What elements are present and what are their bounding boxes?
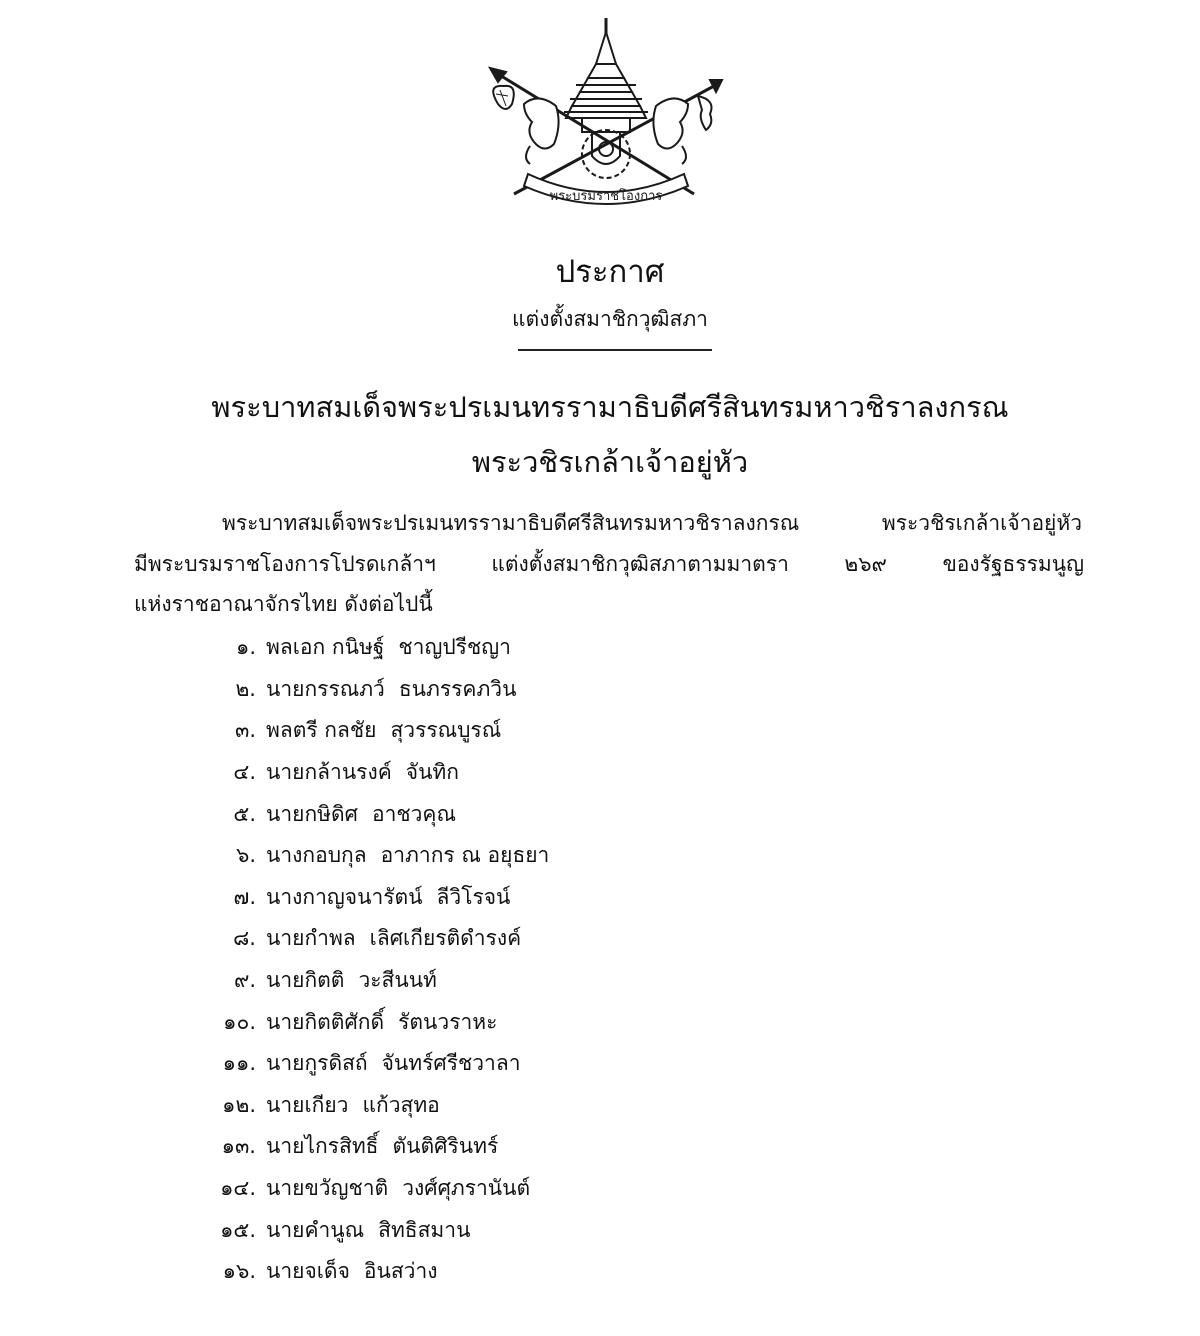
list-item	[200, 1168, 549, 1210]
king-title-line-2: พระวชิรเกล้าเจ้าอยู่หัว	[471, 445, 749, 479]
member-last-name: อาภากร ณ อยุธยา	[380, 843, 550, 868]
document-type-heading: ประกาศ	[555, 254, 665, 290]
royal-emblem-icon	[484, 14, 728, 214]
member-first-name: นายกิตติ	[266, 968, 345, 993]
member-first-name: นายจเด็จ	[266, 1259, 350, 1284]
list-item	[200, 669, 549, 711]
item-number: ๑๖.	[222, 1259, 256, 1284]
member-first-name: นายกิตติศักดิ์	[266, 1009, 385, 1034]
member-first-name: นายกำพล	[266, 926, 356, 951]
svg-text:พระบรมราชโองการ: พระบรมราชโองการ	[549, 189, 663, 204]
member-last-name: ชาญปรีชญา	[398, 635, 511, 660]
member-first-name: นางกอบกุล	[266, 843, 367, 868]
list-item	[200, 835, 549, 877]
member-last-name: ธนภรรคภวิน	[398, 676, 517, 701]
list-item	[200, 1209, 549, 1251]
item-number: ๑๔.	[220, 1176, 256, 1201]
member-last-name: แก้วสุทอ	[362, 1092, 440, 1117]
member-first-name: นางกาญจนารัตน์	[266, 884, 423, 909]
body-paragraph-line-3: แห่งราชอาณาจักรไทย ดังต่อไปนี้	[134, 592, 433, 616]
list-item	[200, 877, 549, 919]
item-number: ๘.	[233, 926, 256, 951]
member-last-name: ลีวิโรจน์	[436, 884, 511, 909]
king-title-line-1: พระบาทสมเด็จพระปรเมนทรรามาธิบดีศรีสินทรมหาวชิราลงกรณ	[211, 390, 1009, 424]
list-item	[200, 752, 549, 794]
item-number: ๑๓.	[221, 1134, 256, 1159]
item-number: ๑.	[235, 635, 256, 660]
member-first-name: นายกรรณภว์	[266, 676, 385, 701]
member-last-name: เลิศเกียรติดำรงค์	[369, 926, 522, 951]
member-last-name: วงศ์ศุภรานันต์	[402, 1176, 531, 1201]
list-item	[200, 793, 549, 835]
item-number: ๔.	[233, 760, 256, 785]
member-last-name: สุวรรณบูรณ์	[390, 718, 502, 743]
list-item	[200, 1001, 549, 1043]
member-last-name: อินสว่าง	[363, 1259, 438, 1284]
item-number: ๒.	[235, 676, 256, 701]
item-number: ๓.	[234, 718, 256, 743]
item-number: ๑๒.	[222, 1092, 256, 1117]
member-last-name: สิทธิสมาน	[378, 1217, 471, 1242]
body-paragraph-line-2: มีพระบรมราชโองการโปรดเกล้าฯ แต่งตั้งสมาชิกวุฒิสภาตามมาตรา ๒๖๙ ของรัฐธรรมนูญ	[134, 552, 1084, 576]
member-last-name: ตันติศิรินทร์	[392, 1134, 499, 1159]
member-first-name: นายคำนูณ	[266, 1217, 365, 1242]
list-item	[200, 1043, 549, 1085]
list-item	[200, 960, 549, 1002]
member-first-name: นายเกียว	[266, 1092, 349, 1117]
member-first-name: พลตรี กลชัย	[266, 718, 377, 743]
member-last-name: วะสีนนท์	[358, 968, 437, 993]
member-last-name: รัตนวราหะ	[398, 1009, 498, 1034]
item-number: ๙.	[233, 968, 256, 993]
item-number: ๑๕.	[220, 1217, 256, 1242]
item-number: ๗.	[233, 884, 256, 909]
item-number: ๑๐.	[223, 1009, 256, 1034]
member-first-name: นายกษิดิศ	[266, 801, 358, 826]
member-last-name: จันทร์ศรีชวาลา	[381, 1051, 521, 1076]
member-first-name: นายขวัญชาติ	[266, 1176, 389, 1201]
list-item	[200, 918, 549, 960]
member-first-name: นายไกรสิทธิ์	[266, 1134, 379, 1159]
item-number: ๑๑.	[222, 1051, 256, 1076]
member-last-name: อาชวคุณ	[371, 801, 456, 826]
heading-divider	[518, 349, 712, 351]
senator-list	[200, 627, 549, 1293]
member-first-name: นายกล้านรงค์	[266, 760, 392, 785]
body-paragraph-line-1: พระบาทสมเด็จพระปรเมนทรรามาธิบดีศรีสินทรมหาวชิราลงกรณ พระวชิรเกล้าเจ้าอยู่หัว	[222, 511, 1082, 535]
list-item	[200, 710, 549, 752]
document-subject: แต่งตั้งสมาชิกวุฒิสภา	[512, 307, 708, 331]
list-item	[200, 627, 549, 669]
member-first-name: พลเอก กนิษฐ์	[266, 635, 385, 660]
list-item	[200, 1085, 549, 1127]
item-number: ๕.	[233, 801, 256, 826]
list-item	[200, 1126, 549, 1168]
member-last-name: จันทิก	[405, 760, 459, 785]
list-item	[200, 1251, 549, 1293]
member-first-name: นายกูรดิสถ์	[266, 1051, 368, 1076]
item-number: ๖.	[235, 843, 256, 868]
